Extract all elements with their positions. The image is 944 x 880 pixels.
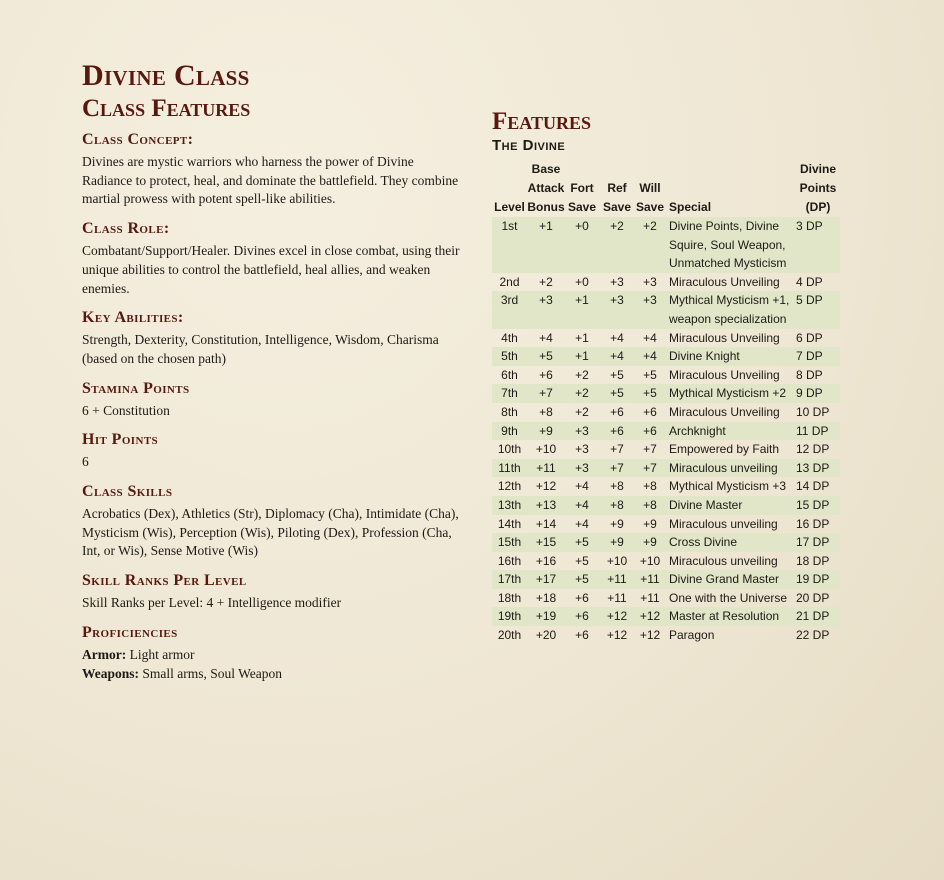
ref-cell: +7 [599, 459, 635, 478]
table-row [492, 217, 840, 273]
ref-cell: +10 [606, 553, 628, 568]
bab-cell: +19 [527, 607, 565, 626]
proficiencies-section [82, 623, 462, 683]
will-cell: +4 [635, 347, 665, 366]
dp-cell: 10 DP [796, 404, 830, 419]
level-cell: 15th [492, 533, 527, 552]
table-row [492, 477, 840, 496]
table-row [492, 589, 840, 608]
bab-cell: +17 [527, 570, 565, 589]
level-cell: 1st [492, 217, 527, 273]
dp-cell: 19 DP [796, 570, 840, 589]
special-cell: Master at Resolution [665, 607, 796, 626]
table-title: The Divine [492, 137, 566, 154]
table-row [492, 366, 840, 385]
armor-value: Light armor [129, 646, 195, 662]
bab-cell: +14 [535, 516, 557, 531]
dp-cell: 8 DP [796, 367, 823, 382]
dp-cell: 11 DP [796, 422, 840, 441]
fort-cell: +1 [575, 330, 589, 345]
table-row [492, 440, 840, 459]
bab-cell: +10 [535, 442, 557, 457]
fort-cell: +2 [575, 404, 589, 419]
bab-cell: +1 [527, 217, 565, 273]
dp-cell: 22 DP [796, 628, 830, 643]
class-progression-table [492, 160, 840, 645]
table-row [492, 496, 840, 515]
header-bab [527, 160, 565, 217]
will-cell: +5 [635, 384, 665, 403]
level-cell: 9th [492, 422, 527, 441]
dp-cell: 21 DP [796, 607, 840, 626]
header-fort [565, 160, 599, 217]
level-cell: 5th [492, 347, 527, 366]
skill-ranks-section [82, 571, 462, 613]
class-skills-section [82, 482, 462, 561]
table-row [492, 570, 840, 589]
ref-cell: +5 [610, 367, 624, 382]
ref-cell: +2 [599, 217, 635, 273]
header-special [665, 160, 796, 217]
header-will-line2: Save [635, 200, 665, 214]
right-column [492, 108, 862, 645]
table-row [492, 347, 840, 366]
special-cell: Divine Knight [665, 347, 796, 366]
table-row [492, 422, 840, 441]
table-row [492, 459, 840, 478]
dp-cell: 6 DP [796, 330, 823, 345]
bab-cell: +11 [527, 459, 565, 478]
special-cell: Miraculous unveiling [669, 553, 778, 568]
weapons-line [82, 665, 462, 684]
table-row [492, 533, 840, 552]
special-cell: Miraculous unveiling [665, 459, 796, 478]
header-will-line1: Will [639, 181, 661, 195]
level-cell: 12th [497, 479, 522, 494]
fort-cell: +3 [565, 422, 599, 441]
ref-cell: +7 [610, 442, 624, 457]
special-cell: Miraculous Unveiling [669, 404, 780, 419]
level-cell: 17th [492, 570, 527, 589]
will-cell: +3 [635, 291, 665, 328]
ref-cell: +9 [610, 516, 624, 531]
table-row [492, 291, 840, 328]
dp-cell: 15 DP [796, 496, 840, 515]
bab-cell: +2 [539, 274, 553, 289]
fort-cell: +1 [565, 347, 599, 366]
level-cell: 19th [492, 607, 527, 626]
key-abilities-section [82, 308, 462, 368]
will-cell: +9 [643, 516, 657, 531]
level-cell: 2nd [499, 274, 520, 289]
class-concept-section [82, 130, 462, 209]
ref-cell: +11 [607, 590, 627, 605]
table-row [492, 329, 840, 348]
ref-cell: +8 [610, 479, 624, 494]
class-role-section [82, 219, 462, 298]
will-cell: +12 [639, 628, 661, 643]
special-cell: Archknight [665, 422, 796, 441]
table-row [492, 607, 840, 626]
section-text: Acrobatics (Dex), Athletics (Str), Diplomacy (Cha), Intimidate (Cha), Mysticism (Wis), Perception (Wis), Piloting (Dex), Profession (Cha, Int, or Wis), Sense Motive (Wis) [82, 506, 459, 559]
level-cell: 8th [501, 404, 518, 419]
section-text: 6 + Constitution [82, 402, 170, 418]
header-dp [796, 160, 840, 217]
ref-cell: +4 [610, 330, 624, 345]
will-cell: +9 [635, 533, 665, 552]
level-cell: 16th [497, 553, 522, 568]
fort-cell: +0 [565, 217, 599, 273]
hit-points-section [82, 430, 462, 472]
header-ref-line2: Save [602, 200, 632, 214]
fort-cell: +2 [565, 384, 599, 403]
bab-cell: +16 [535, 553, 557, 568]
header-special-label: Special [669, 200, 712, 214]
bab-cell: +15 [527, 533, 565, 552]
dp-cell: 16 DP [796, 516, 830, 531]
header-level-label: Level [494, 200, 525, 214]
header-dp-line1: Divine [799, 162, 836, 176]
section-heading: Class Role: [82, 220, 170, 238]
dp-cell: 3 DP [796, 217, 840, 273]
ref-cell: +6 [599, 422, 635, 441]
fort-cell: +4 [565, 496, 599, 515]
will-cell: +5 [643, 367, 657, 382]
will-cell: +3 [643, 274, 657, 289]
special-cell: Paragon [669, 628, 715, 643]
level-cell: 4th [501, 330, 518, 345]
dp-cell: 20 DP [796, 590, 830, 605]
level-cell: 7th [492, 384, 527, 403]
dp-cell: 12 DP [796, 442, 830, 457]
dp-cell: 7 DP [796, 347, 840, 366]
special-cell: Miraculous Unveiling [669, 330, 780, 345]
fort-cell: +2 [575, 367, 589, 382]
will-cell: +6 [635, 422, 665, 441]
will-cell: +2 [635, 217, 665, 273]
header-bab-line2: Attack [527, 181, 565, 195]
section-heading: Class Concept: [82, 131, 194, 148]
armor-label: Armor: [82, 646, 127, 662]
table-row [492, 515, 840, 534]
section-text: Skill Ranks per Level: 4 + Intelligence modifier [82, 595, 342, 611]
section-text: Combatant/Support/Healer. Divines excel in close combat, using their unique abilities to control the battlefield, heal allies, and weaken enemies. [82, 243, 460, 296]
special-cell: Miraculous Unveiling [669, 367, 780, 382]
special-cell: Empowered by Faith [669, 442, 780, 457]
dp-cell: 9 DP [796, 384, 840, 403]
weapons-label: Weapons: [82, 665, 140, 681]
header-dp-line3: (DP) [805, 200, 831, 214]
will-cell: +7 [643, 442, 657, 457]
table-row [492, 384, 840, 403]
fort-cell: +3 [565, 459, 599, 478]
fort-cell: +5 [575, 553, 589, 568]
special-cell: Miraculous Unveiling [669, 274, 780, 289]
level-cell: 11th [492, 459, 527, 478]
dp-cell: 4 DP [796, 274, 823, 289]
table-row [492, 626, 840, 645]
fort-cell: +0 [575, 274, 589, 289]
header-ref [599, 160, 635, 217]
bab-cell: +20 [535, 628, 557, 643]
bab-cell: +6 [539, 367, 553, 382]
level-cell: 14th [497, 516, 522, 531]
ref-cell: +11 [599, 570, 635, 589]
features-heading: Features [492, 108, 591, 135]
will-cell: +10 [639, 553, 661, 568]
level-cell: 6th [501, 367, 518, 382]
table-row [492, 273, 840, 292]
header-fort-line1: Fort [570, 181, 594, 195]
ref-cell: +5 [599, 384, 635, 403]
special-cell: Divine Grand Master [665, 570, 796, 589]
fort-cell: +5 [565, 570, 599, 589]
bab-cell: +9 [527, 422, 565, 441]
will-cell: +7 [635, 459, 665, 478]
armor-line [82, 646, 462, 665]
special-cell: Divine Points, Divine Squire, Soul Weapon, Unmatched Mysticism [665, 217, 796, 273]
will-cell: +12 [635, 607, 665, 626]
special-cell: Cross Divine [665, 533, 796, 552]
ref-cell: +12 [599, 607, 635, 626]
header-will [635, 160, 665, 217]
level-cell: 3rd [492, 291, 527, 328]
weapons-value: Small arms, Soul Weapon [142, 665, 283, 681]
bab-cell: +5 [527, 347, 565, 366]
section-heading: Skill Ranks Per Level [82, 572, 247, 590]
will-cell: +11 [635, 570, 665, 589]
bab-cell: +7 [527, 384, 565, 403]
section-text: Divines are mystic warriors who harness the power of Divine Radiance to protect, heal, and dominate the battlefield. They combine martial prowess with potent spell-like abilities. [82, 154, 459, 207]
dp-cell: 14 DP [796, 479, 830, 494]
special-cell: Divine Master [665, 496, 796, 515]
ref-cell: +4 [599, 347, 635, 366]
level-cell: 20th [497, 628, 522, 643]
level-cell: 18th [497, 590, 522, 605]
header-bab-line1: Base [531, 162, 561, 176]
dp-cell: 17 DP [796, 533, 840, 552]
fort-cell: +6 [575, 590, 589, 605]
special-cell: Mythical Mysticism +3 [669, 479, 787, 494]
will-cell: +4 [643, 330, 657, 345]
section-heading: Stamina Points [82, 379, 190, 397]
table-body [492, 217, 840, 645]
ref-cell: +12 [606, 628, 628, 643]
ref-cell: +3 [599, 291, 635, 328]
ref-cell: +3 [610, 274, 624, 289]
will-cell: +8 [635, 496, 665, 515]
section-text: 6 [82, 454, 89, 470]
table-row [492, 552, 840, 571]
ref-cell: +8 [599, 496, 635, 515]
fort-cell: +5 [565, 533, 599, 552]
will-cell: +6 [643, 404, 657, 419]
special-cell: Mythical Mysticism +1, weapon specialization [665, 291, 796, 328]
header-bab-line3: Bonus [527, 200, 565, 214]
section-heading: Proficiencies [82, 623, 178, 641]
class-features-heading: Class Features [82, 95, 251, 122]
level-cell: 13th [492, 496, 527, 515]
fort-cell: +4 [575, 479, 589, 494]
bab-cell: +8 [539, 404, 553, 419]
fort-cell: +6 [575, 628, 589, 643]
fort-cell: +3 [575, 442, 589, 457]
bab-cell: +18 [535, 590, 557, 605]
header-level [492, 160, 527, 217]
left-column [82, 58, 462, 683]
fort-cell: +1 [565, 291, 599, 328]
dp-cell: 13 DP [796, 459, 840, 478]
header-ref-line1: Ref [607, 181, 627, 195]
bab-cell: +3 [527, 291, 565, 328]
section-heading: Class Skills [82, 483, 173, 501]
bab-cell: +13 [527, 496, 565, 515]
level-cell: 10th [497, 442, 522, 457]
section-heading: Key Abilities: [82, 309, 184, 327]
dp-cell: 5 DP [796, 291, 840, 328]
special-cell: One with the Universe [669, 590, 788, 605]
ref-cell: +9 [599, 533, 635, 552]
dp-cell: 18 DP [796, 553, 830, 568]
header-fort-line2: Save [567, 200, 597, 214]
will-cell: +8 [643, 479, 657, 494]
fort-cell: +6 [565, 607, 599, 626]
stamina-points-section [82, 379, 462, 421]
section-heading: Hit Points [82, 431, 159, 449]
ref-cell: +6 [610, 404, 624, 419]
bab-cell: +4 [539, 330, 553, 345]
section-text: Strength, Dexterity, Constitution, Intelligence, Wisdom, Charisma (based on the chosen path) [82, 332, 439, 366]
table-header-row [492, 160, 840, 217]
special-cell: Miraculous unveiling [669, 516, 778, 531]
fort-cell: +4 [575, 516, 589, 531]
document-title: Divine Class [82, 59, 250, 92]
special-cell: Mythical Mysticism +2 [665, 384, 796, 403]
table-row [492, 403, 840, 422]
bab-cell: +12 [535, 479, 557, 494]
header-dp-line2: Points [799, 181, 837, 195]
will-cell: +11 [640, 590, 660, 605]
